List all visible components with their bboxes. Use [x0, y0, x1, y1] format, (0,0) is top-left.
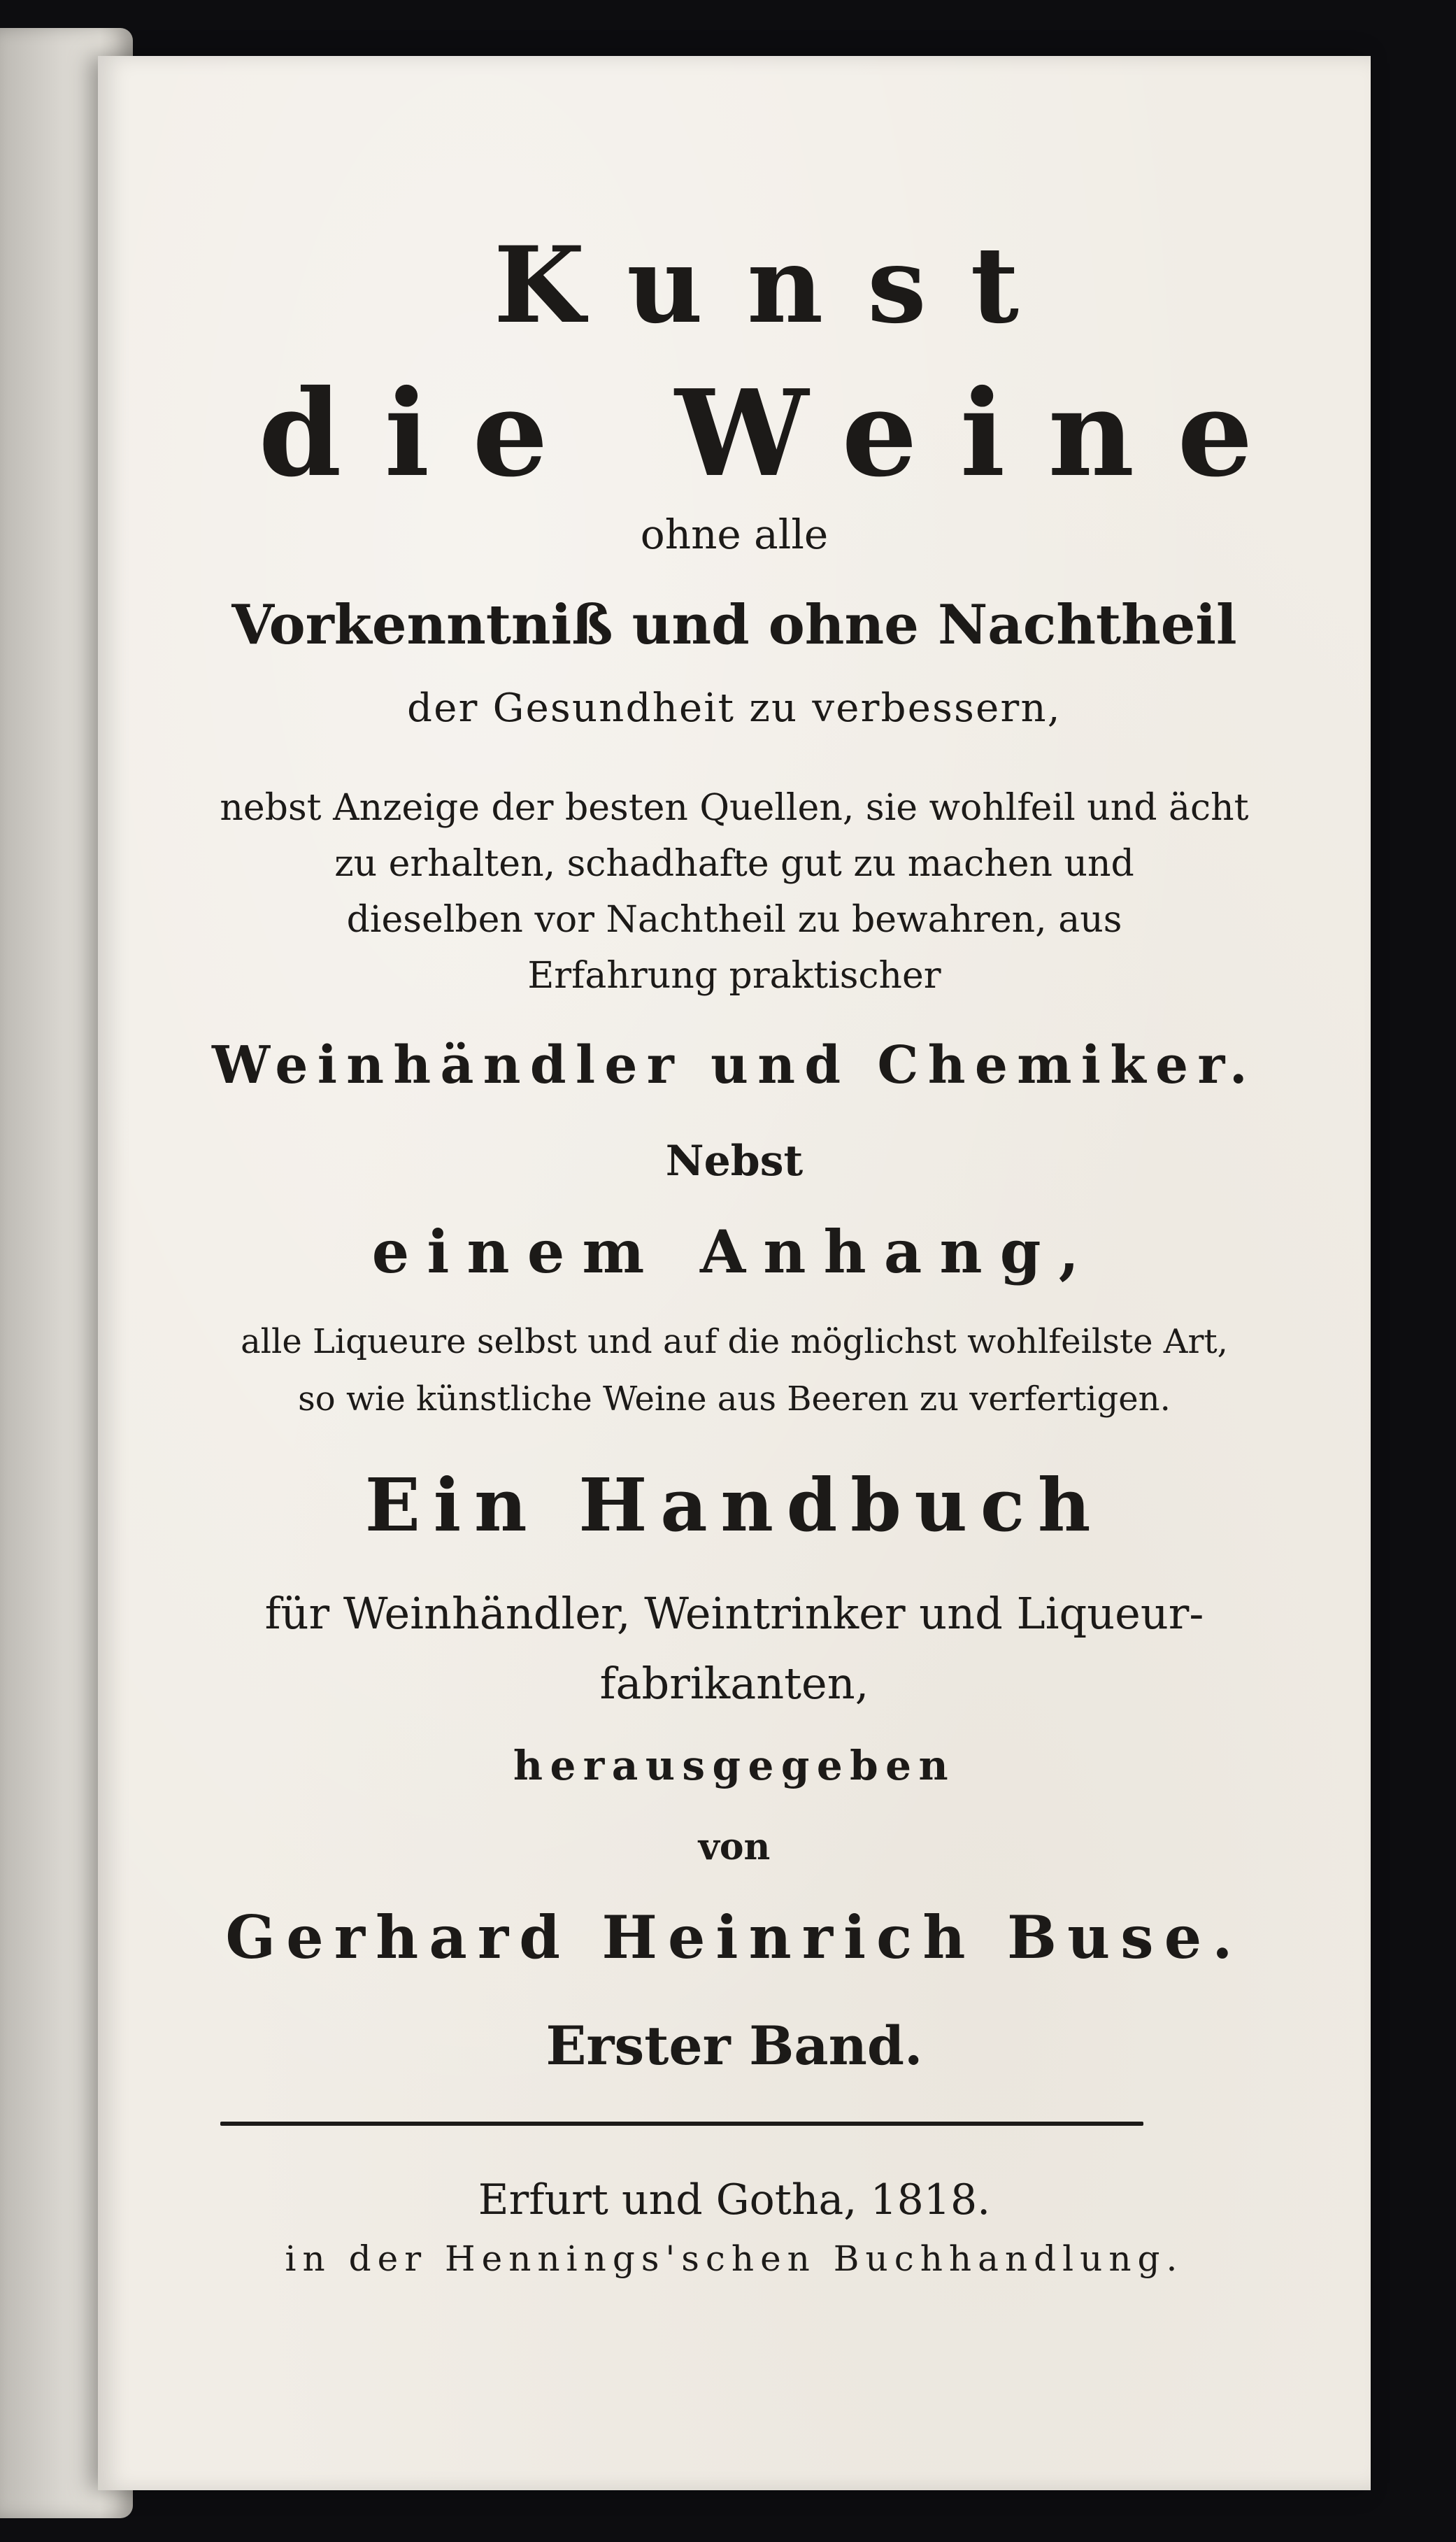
edited-label: herausgegeben — [513, 1742, 956, 1789]
title-line-1: Kunst — [494, 224, 1063, 347]
imprint-place-year: Erfurt und Gotha, 1818. — [478, 2175, 991, 2224]
subtitle-line-11: alle Liqueure selbst und auf die möglichst wohlfeilste Art, — [241, 1322, 1228, 1361]
subtitle-line-4: nebst Anzeige der besten Quellen, sie wohlfeil und ächt — [220, 787, 1249, 829]
imprint-publisher: in der Hennings'schen Buchhandlung. — [285, 2238, 1184, 2279]
author-name: Gerhard Heinrich Buse. — [225, 1903, 1243, 1972]
by-label: von — [698, 1826, 771, 1868]
subtitle-line-12: so wie künstliche Weine aus Beeren zu verfertigen. — [298, 1379, 1171, 1419]
subtitle-line-9: Nebst — [665, 1137, 804, 1186]
subtitle-line-10: einem Anhang, — [371, 1217, 1097, 1286]
handbook-title: Ein Handbuch — [364, 1462, 1104, 1548]
divider-rule — [220, 2122, 1143, 2126]
subtitle-line-1: ohne alle — [640, 511, 829, 558]
volume-label: Erster Band. — [545, 2015, 923, 2077]
subtitle-line-8: Weinhändler und Chemiker. — [212, 1035, 1257, 1095]
handbook-line-2: für Weinhändler, Weintrinker und Liqueur- — [264, 1588, 1204, 1639]
subtitle-line-3: der Gesundheit zu verbessern, — [407, 686, 1062, 731]
subtitle-line-5: zu erhalten, schadhafte gut zu machen und — [334, 843, 1134, 885]
title-line-2: die Weine — [258, 364, 1296, 504]
handbook-line-3: fabrikanten, — [599, 1658, 869, 1709]
subtitle-line-2: Vorkenntniß und ohne Nachtheil — [231, 593, 1237, 657]
title-page — [98, 56, 1371, 2490]
subtitle-line-7: Erfahrung praktischer — [527, 955, 941, 997]
subtitle-line-6: dieselben vor Nachtheil zu bewahren, aus — [346, 899, 1122, 941]
